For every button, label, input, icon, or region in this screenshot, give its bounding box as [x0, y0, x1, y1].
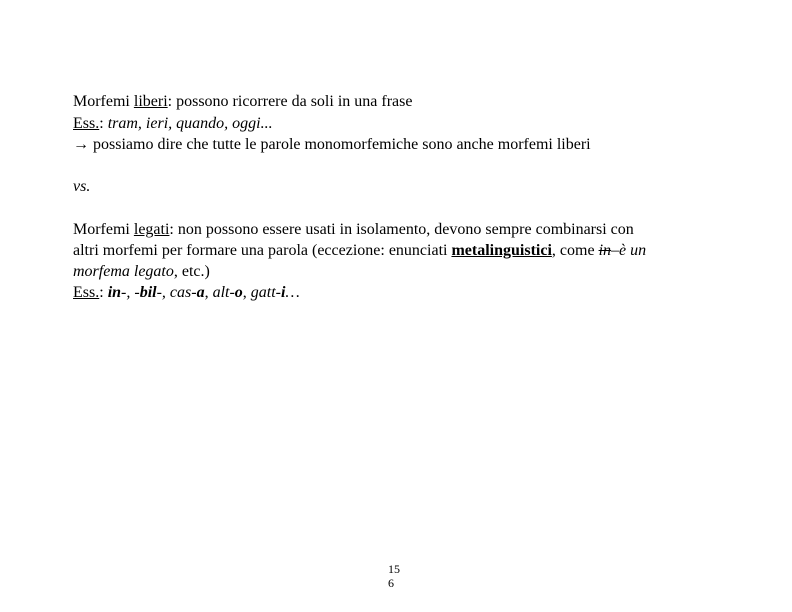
examples-liberi: tram, ieri, quando, oggi... [107, 115, 273, 132]
text-line-monomorfemiche: → possiamo dire che tutte le parole monomorfemiche sono anche morfemi liberi [73, 136, 591, 153]
example-in: in [598, 242, 612, 259]
text-line-morfemi-legati: Morfemi legati: non possono essere usati in isolamento, devono sempre combinarsi con [73, 221, 634, 238]
term-legati: legati [133, 221, 170, 238]
text-line-morfemi-liberi: Morfemi liberi: possono ricorrere da soli in una frase [73, 93, 413, 110]
term-liberi: liberi [133, 93, 168, 110]
ess-label: Ess. [73, 284, 100, 301]
term-metalinguistici: metalinguistici [451, 242, 552, 259]
text-line-metalinguistici: altri morfemi per formare una parola (eccezione: enunciati metalinguistici, come in–è un [73, 242, 647, 259]
text-line-examples-legati: Ess.: in-, -bil-, cas-a, alt-o, gatt-i… [73, 284, 300, 301]
ess-label: Ess. [73, 115, 100, 132]
text-line-examples-liberi: Ess.: tram, ieri, quando, oggi... [73, 115, 273, 132]
text-line-morfema-legato: morfema legato, etc.) [73, 263, 210, 280]
page-number: 15 6 [388, 562, 400, 590]
vs-label: vs. [73, 178, 91, 195]
